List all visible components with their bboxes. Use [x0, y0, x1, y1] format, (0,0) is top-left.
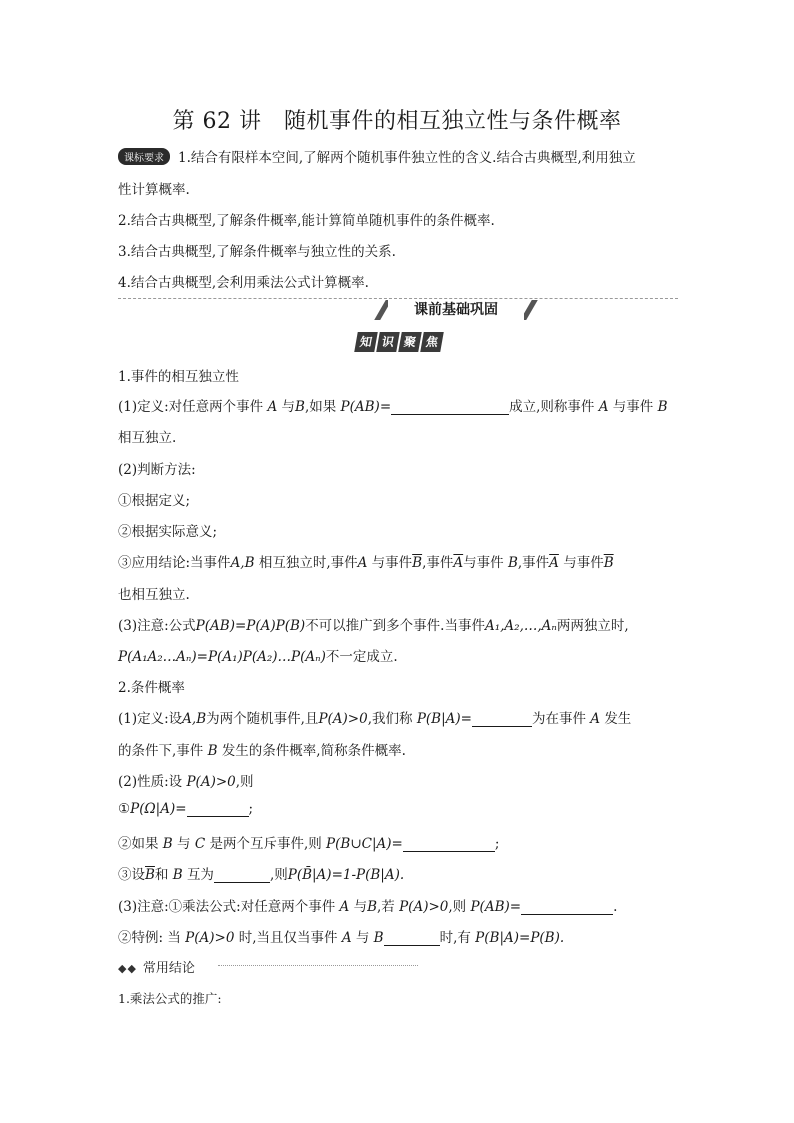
- common-conclusion-heading: [118, 957, 195, 976]
- section1-method-3-cont: 也相互独立.: [118, 587, 190, 603]
- section1-method-1: ①根据定义;: [118, 493, 191, 509]
- answer-blank-1[interactable]: [391, 400, 509, 415]
- section2-property-2: ②如果 B 与 C 是两个互斥事件,则 P(B∪C|A)= ;: [118, 836, 500, 852]
- section1-heading: 1.事件的相互独立性: [118, 369, 239, 385]
- section1-note-cont: P(A₁A₂…Aₙ)=P(A₁)P(A₂)…P(Aₙ)不一定成立.: [118, 649, 398, 665]
- requirement-line-5: 4.结合古典概型,会利用乘法公式计算概率.: [118, 275, 369, 291]
- answer-blank-5[interactable]: [214, 868, 270, 883]
- section1-method-3: ③应用结论:当事件A,B 相互独立时,事件A 与事件$\overline{B}$,事件$\overline{A}$与事件 B,事件$\overline{A}$ 与事件$\overline{B}$: [118, 555, 614, 571]
- section1-judge: (2)判断方法:: [118, 462, 196, 478]
- section2-property-1: ①P(Ω|A)= ;: [118, 801, 254, 817]
- answer-blank-3[interactable]: [187, 802, 249, 817]
- banner-title: 课前基础巩固: [414, 302, 498, 318]
- section2-definition: (1)定义:设A,B为两个随机事件,且P(A)>0,我们称 P(B|A)= 为在事件 A 发生: [118, 711, 632, 727]
- common-item-1: 1.乘法公式的推广:: [118, 991, 222, 1006]
- section2-note-1: (3)注意:①乘法公式:对任意两个事件 A 与B,若 P(A)>0,则 P(AB)= .: [118, 899, 618, 915]
- section-banner: [378, 300, 534, 320]
- section2-heading: 2.条件概率: [118, 680, 185, 696]
- dotted-rule: [218, 965, 418, 966]
- knowledge-focus-label: [356, 332, 442, 352]
- requirement-line-1: [118, 146, 636, 166]
- answer-blank-2[interactable]: [472, 712, 532, 727]
- focus-char-4: 焦: [420, 332, 444, 352]
- requirement-text-1: 1.结合有限样本空间,了解两个随机事件独立性的含义.结合古典概型,利用独立: [178, 150, 636, 166]
- requirement-line-2: 性计算概率.: [118, 182, 190, 198]
- answer-blank-6[interactable]: [521, 900, 613, 915]
- requirement-line-4: 3.结合古典概型,了解条件概率与独立性的关系.: [118, 244, 396, 260]
- section1-method-2: ②根据实际意义;: [118, 524, 218, 540]
- section2-property-3: ③设$\overline{B}$和 B 互为 ,则P(B̄|A)=1-P(B|A).: [118, 867, 405, 883]
- section2-note-2: ②特例: 当 P(A)>0 时,当且仅当事件 A 与 B 时,有 P(B|A)=P(B).: [118, 930, 565, 946]
- requirements-badge: 课标要求: [118, 148, 170, 165]
- diamond-icon: ◆◆: [118, 962, 137, 975]
- section2-property: (2)性质:设 P(A)>0,则: [118, 774, 254, 790]
- section1-definition: (1)定义:对任意两个事件 A 与B,如果 P(AB)= 成立,则称事件 A 与事件 B: [118, 399, 668, 415]
- page-title: 第 62 讲 随机事件的相互独立性与条件概率: [172, 109, 622, 134]
- focus-char-3: 聚: [398, 332, 422, 352]
- section2-definition-cont: 的条件下,事件 B 发生的条件概率,简称条件概率.: [118, 743, 406, 759]
- section-divider: [118, 298, 678, 299]
- answer-blank-4[interactable]: [403, 837, 495, 852]
- section1-note: (3)注意:公式P(AB)=P(A)P(B)不可以推广到多个事件.当事件A₁,A₂,…,Aₙ两两独立时,: [118, 618, 629, 634]
- focus-char-1: 知: [354, 332, 378, 352]
- requirement-line-3: 2.结合古典概型,了解条件概率,能计算简单随机事件的条件概率.: [118, 213, 495, 229]
- focus-char-2: 识: [376, 332, 400, 352]
- section1-definition-cont: 相互独立.: [118, 430, 177, 446]
- answer-blank-7[interactable]: [384, 931, 440, 946]
- common-conclusion-label: 常用结论: [142, 961, 195, 976]
